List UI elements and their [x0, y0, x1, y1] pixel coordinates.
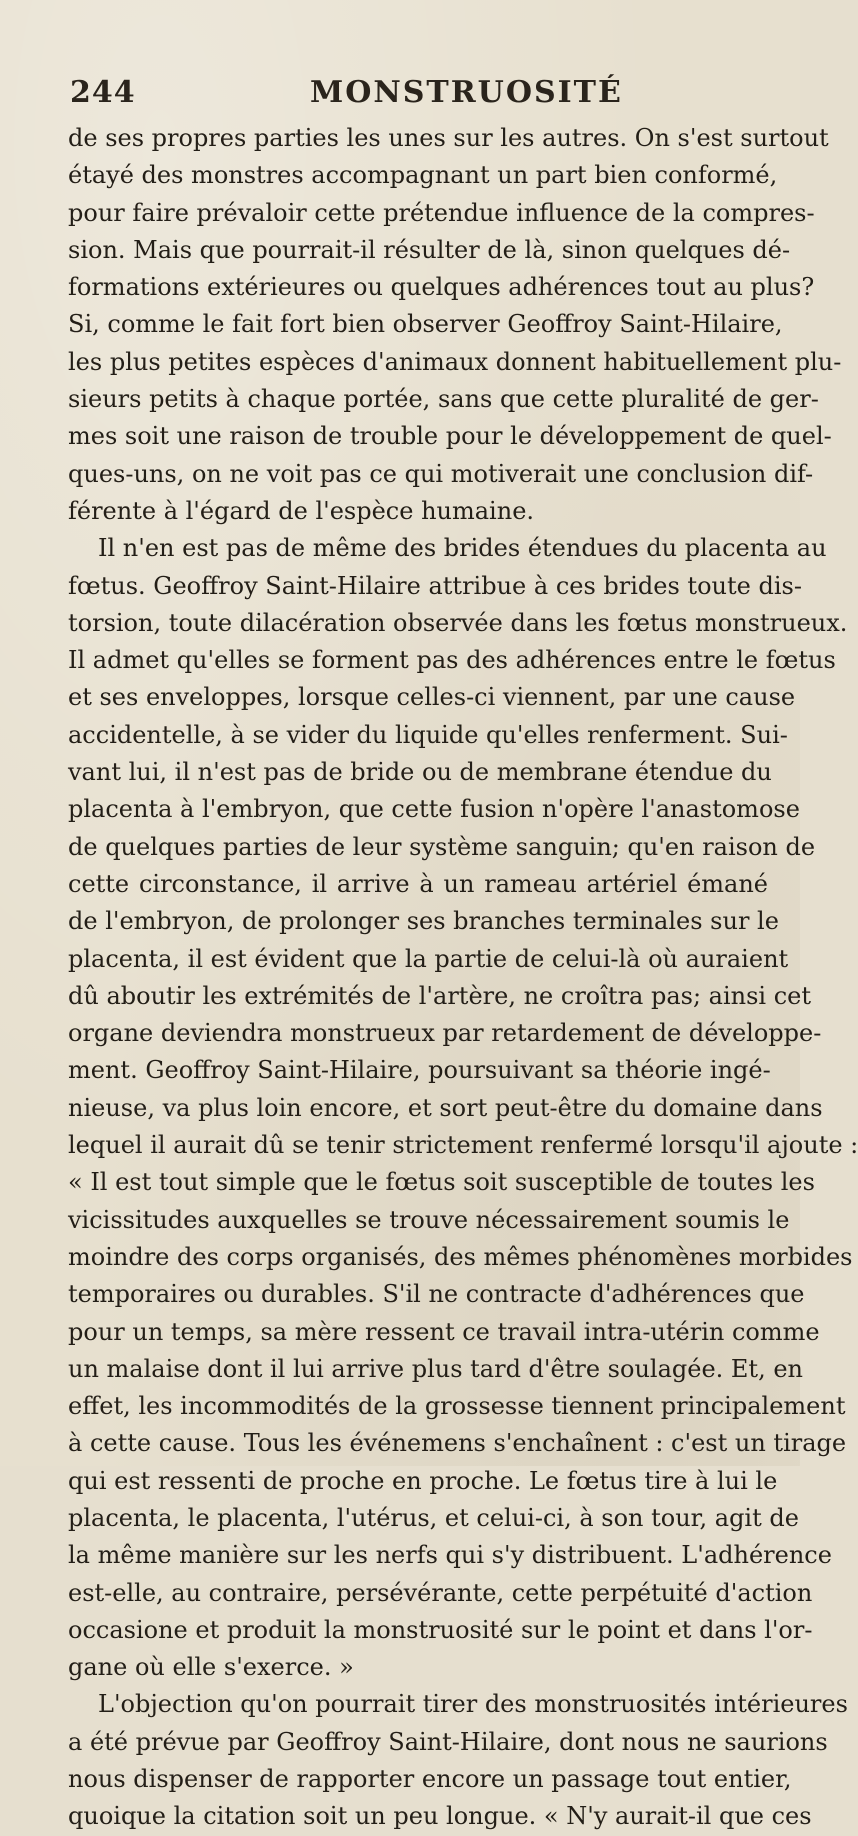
text-line: quoique la citation soit un peu longue. « N'y aurait-il que ces — [68, 1802, 812, 1831]
page-number: 244 — [70, 75, 136, 110]
text-line: mes soit une raison de trouble pour le développement de quel- — [68, 422, 832, 451]
text-line: Si, comme le fait fort bien observer Geoffroy Saint-Hilaire, — [68, 310, 783, 339]
text-line: placenta, il est évident que la partie de celui-là où auraient — [68, 944, 789, 973]
text-line: férente à l'égard de l'espèce humaine. — [68, 496, 535, 525]
text-line: sieurs petits à chaque portée, sans que cette pluralité de ger- — [68, 385, 819, 414]
text-line: est-elle, au contraire, persévérante, cette perpétuité d'action — [68, 1578, 813, 1607]
text-line: nous dispenser de rapporter encore un passage tout entier, — [68, 1765, 792, 1794]
text-line: torsion, toute dilacération observée dans les fœtus monstrueux. — [68, 608, 848, 637]
text-line: placenta, le placenta, l'utérus, et celui-ci, à son tour, agit de — [68, 1503, 799, 1532]
text-line: Il n'en est pas de même des brides étendues du placenta au — [98, 534, 827, 563]
text-line: nieuse, va plus loin encore, et sort peut-être du domaine dans — [68, 1093, 823, 1122]
text-line: ment. Geoffroy Saint-Hilaire, poursuivant sa théorie ingé- — [68, 1056, 771, 1085]
text-line: pour un temps, sa mère ressent ce travail intra-utérin comme — [68, 1317, 820, 1346]
text-line: qui est ressenti de proche en proche. Le fœtus tire à lui le — [68, 1466, 778, 1495]
text-line: occasione et produit la monstruosité sur le point et dans l'or- — [68, 1615, 813, 1644]
body-text — [68, 120, 858, 1836]
text-line: ques-uns, on ne voit pas ce qui motiverait une conclusion dif- — [68, 459, 814, 488]
running-head: MONSTRUOSITÉ — [310, 75, 623, 110]
text-line: Il admet qu'elles se forment pas des adhérences entre le fœtus — [68, 646, 836, 675]
text-line: et ses enveloppes, lorsque celles-ci viennent, par une cause — [68, 683, 796, 712]
text-line: de l'embryon, de prolonger ses branches terminales sur le — [68, 907, 779, 936]
text-line: la même manière sur les nerfs qui s'y distribuent. L'adhérence — [68, 1541, 832, 1570]
text-line: étayé des monstres accompagnant un part bien conformé, — [68, 161, 778, 190]
text-line: à cette cause. Tous les événemens s'enchaînent : c'est un tirage — [68, 1429, 847, 1458]
page-header — [70, 75, 760, 115]
text-line: pour faire prévaloir cette prétendue influence de la compres- — [68, 198, 815, 227]
text-line: dû aboutir les extrémités de l'artère, ne croîtra pas; ainsi cet — [68, 981, 812, 1010]
text-line: gane où elle s'exerce. » — [68, 1653, 354, 1682]
text-line: a été prévue par Geoffroy Saint-Hilaire, dont nous ne saurions — [68, 1727, 828, 1756]
text-line: vicissitudes auxquelles se trouve nécessairement soumis le — [68, 1205, 790, 1234]
text-line: placenta à l'embryon, que cette fusion n'opère l'anastomose — [68, 795, 800, 824]
text-line: effet, les incommodités de la grossesse tiennent principalement — [68, 1392, 846, 1421]
text-line: un malaise dont il lui arrive plus tard d'être soulagée. Et, en — [68, 1354, 803, 1383]
text-line: vant lui, il n'est pas de bride ou de membrane étendue du — [68, 758, 772, 787]
text-line: moindre des corps organisés, des mêmes phénomènes morbides — [68, 1242, 853, 1271]
text-line: lequel il aurait dû se tenir strictement renfermé lorsqu'il ajoute : — [68, 1131, 858, 1160]
text-line: cette circonstance, il arrive à un rameau artériel émané — [68, 869, 768, 898]
text-line: formations extérieures ou quelques adhérences tout au plus? — [68, 273, 815, 302]
text-line: fœtus. Geoffroy Saint-Hilaire attribue à ces brides toute dis- — [68, 571, 802, 600]
text-line: organe deviendra monstrueux par retardement de développe- — [68, 1019, 822, 1048]
text-line: accidentelle, à se vider du liquide qu'elles renferment. Sui- — [68, 720, 788, 749]
text-line: de quelques parties de leur système sanguin; qu'en raison de — [68, 832, 816, 861]
text-line: sion. Mais que pourrait-il résulter de là, sinon quelques dé- — [68, 235, 791, 264]
text-line: L'objection qu'on pourrait tirer des monstruosités intérieures — [98, 1690, 848, 1719]
text-line: temporaires ou durables. S'il ne contracte d'adhérences que — [68, 1280, 805, 1309]
text-line: les plus petites espèces d'animaux donnent habituellement plu- — [68, 347, 842, 376]
text-line: « Il est tout simple que le fœtus soit susceptible de toutes les — [68, 1168, 815, 1197]
text-line: de ses propres parties les unes sur les autres. On s'est surtout — [68, 124, 829, 152]
